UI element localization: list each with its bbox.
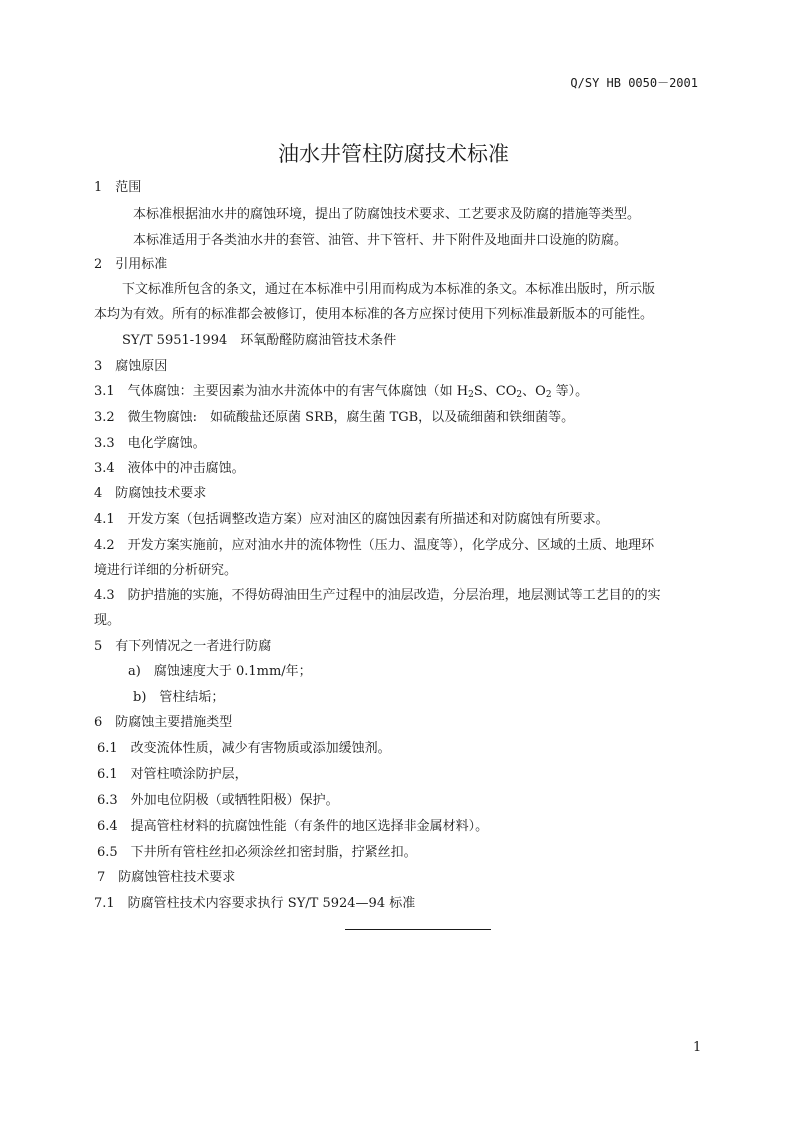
clause-4-2-line-2: 境进行详细的分析研究。 (94, 563, 238, 578)
section-1-paragraph-2: 本标准适用于各类油水井的套管、油管、井下管杆、井下附件及地面井口设施的防腐。 (133, 233, 628, 248)
clause-6-5: 6.5 下井所有管柱丝扣必须涂丝扣密封脂，拧紧丝扣。 (97, 845, 417, 860)
clause-4-1: 4.1 开发方案（包括调整改造方案）应对油区的腐蚀因素有所描述和对防腐蚀有所要求。 (94, 512, 609, 527)
clause-7-1: 7.1 防腐管柱技术内容要求执行 SY/T 5924—94 标准 (94, 896, 416, 911)
section-5-heading: 5 有下列情况之一者进行防腐 (94, 639, 272, 654)
clause-3-2: 3.2 微生物腐蚀: 如硫酸盐还原菌 SRB，腐生菌 TGB，以及硫细菌和铁细菌等。 (94, 410, 575, 425)
clause-4-3-line-2: 现。 (94, 613, 121, 628)
section-2-heading: 2 引用标准 (94, 257, 168, 272)
document-code: Q/SY HB 0050－2001 (570, 76, 698, 90)
clause-6-4: 6.4 提高管柱材料的抗腐蚀性能（有条件的地区选择非金属材料）。 (97, 819, 489, 834)
section-3-heading: 3 腐蚀原因 (94, 359, 168, 374)
end-of-text-rule (345, 929, 491, 930)
section-1-heading: 1 范围 (94, 180, 142, 195)
section-2-paragraph-line-2: 本均为有效。所有的标准都会被修订，使用本标准的各方应探讨使用下列标准最新版本的可能性。 (94, 307, 654, 322)
list-item-b: b) 管柱结垢； (133, 690, 225, 705)
clause-6-3: 6.3 外加电位阴极（或牺牲阳极）保护。 (97, 793, 339, 808)
section-7-heading: 7 防腐蚀管柱技术要求 (97, 870, 236, 885)
section-4-heading: 4 防腐蚀技术要求 (94, 486, 207, 501)
page-title: 油水井管柱防腐技术标准 (278, 142, 509, 166)
clause-3-1: 3.1 气体腐蚀：主要因素为油水井流体中的有害气体腐蚀（如 $H_2S$、$CO_2$、$O_2$ 等）。 (94, 384, 589, 400)
section-1-paragraph-1: 本标准根据油水井的腐蚀环境，提出了防腐蚀技术要求、工艺要求及防腐的措施等类型。 (133, 207, 641, 222)
referenced-standard: SY/T 5951-1994 环氧酚醛防腐油管技术条件 (122, 333, 397, 348)
page-number: 1 (693, 1040, 702, 1055)
section-6-heading: 6 防腐蚀主要措施类型 (94, 715, 233, 730)
section-2-paragraph-line-1: 下文标准所包含的条文，通过在本标准中引用而构成为本标准的条文。本标准出版时，所示版 (122, 282, 656, 297)
clause-6-1-second: 6.1 对管柱喷涂防护层， (97, 767, 248, 782)
clause-6-1-first: 6.1 改变流体性质，减少有害物质或添加缓蚀剂。 (97, 741, 391, 756)
clause-3-3: 3.3 电化学腐蚀。 (94, 436, 206, 451)
list-item-a: a) 腐蚀速度大于 0.1mm/年； (128, 664, 312, 679)
clause-4-2-line-1: 4.2 开发方案实施前，应对油水井的流体物性（压力、温度等），化学成分、区域的土质、地理环 (94, 538, 655, 553)
clause-4-3-line-1: 4.3 防护措施的实施，不得妨碍油田生产过程中的油层改造，分层治理，地层测试等工艺目的的实 (94, 588, 661, 603)
clause-3-4: 3.4 液体中的冲击腐蚀。 (94, 461, 245, 476)
